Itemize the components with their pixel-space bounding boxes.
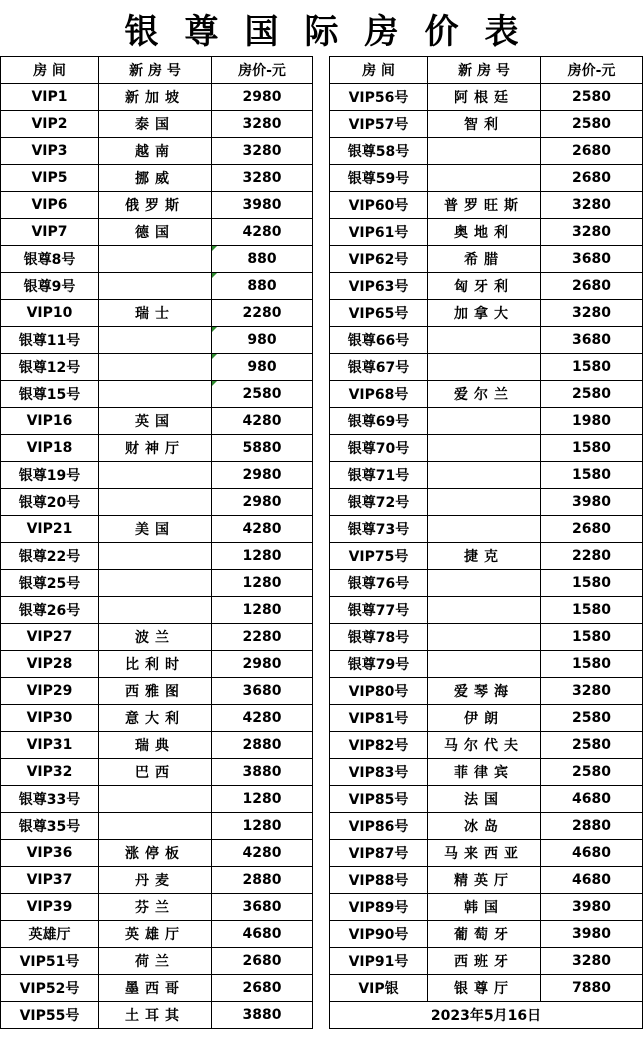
new-name-cell	[99, 246, 212, 273]
new-name-cell: 荷兰	[99, 948, 212, 975]
room-cell: VIP37	[1, 867, 99, 894]
new-name-cell: 马来西亚	[428, 840, 541, 867]
room-cell: VIP89号	[330, 894, 428, 921]
price-cell: 2580	[541, 111, 643, 138]
room-cell: VIP62号	[330, 246, 428, 273]
new-name-cell: 普罗旺斯	[428, 192, 541, 219]
price-cell: 7880	[541, 975, 643, 1002]
table-row	[1, 651, 313, 678]
new-name-cell: 挪威	[99, 165, 212, 192]
price-cell: 1980	[541, 408, 643, 435]
table-row	[1, 732, 313, 759]
table-row	[330, 543, 643, 570]
price-cell: 4680	[212, 921, 313, 948]
table-row	[1, 192, 313, 219]
price-cell: 980	[212, 354, 313, 381]
table-row	[1, 246, 313, 273]
room-cell: VIP90号	[330, 921, 428, 948]
price-cell: 4280	[212, 840, 313, 867]
price-cell: 2880	[212, 732, 313, 759]
new-name-cell: 西雅图	[99, 678, 212, 705]
table-row	[330, 948, 643, 975]
table-row	[330, 516, 643, 543]
room-cell: 银尊73号	[330, 516, 428, 543]
room-cell: VIP91号	[330, 948, 428, 975]
new-name-cell	[99, 381, 212, 408]
price-cell: 2880	[212, 867, 313, 894]
price-cell: 3680	[212, 678, 313, 705]
price-cell: 3280	[212, 111, 313, 138]
price-cell: 2980	[212, 84, 313, 111]
new-name-cell: 加拿大	[428, 300, 541, 327]
new-name-cell: 爱尔兰	[428, 381, 541, 408]
room-cell: 银尊58号	[330, 138, 428, 165]
table-row	[330, 894, 643, 921]
new-name-cell	[99, 813, 212, 840]
price-cell: 2580	[541, 84, 643, 111]
table-header-row	[1, 57, 313, 84]
price-cell: 3680	[541, 327, 643, 354]
price-cell: 4680	[541, 786, 643, 813]
price-cell: 2580	[541, 759, 643, 786]
room-cell: VIP6	[1, 192, 99, 219]
price-cell: 2280	[212, 300, 313, 327]
table-row	[1, 408, 313, 435]
table-row	[1, 570, 313, 597]
header-new-name: 新 房 号	[99, 57, 212, 84]
room-cell: VIP88号	[330, 867, 428, 894]
price-cell: 1580	[541, 354, 643, 381]
room-cell: VIP银	[330, 975, 428, 1002]
new-name-cell: 英雄厅	[99, 921, 212, 948]
price-cell: 3280	[212, 165, 313, 192]
room-cell: 银尊71号	[330, 462, 428, 489]
table-row	[330, 597, 643, 624]
price-cell: 4680	[541, 840, 643, 867]
date-row	[330, 1002, 643, 1029]
room-cell: VIP21	[1, 516, 99, 543]
price-cell: 2980	[212, 462, 313, 489]
price-cell: 1280	[212, 543, 313, 570]
room-cell: VIP63号	[330, 273, 428, 300]
table-row	[330, 489, 643, 516]
price-cell: 3280	[541, 300, 643, 327]
new-name-cell: 葡萄牙	[428, 921, 541, 948]
price-cell: 3280	[541, 948, 643, 975]
header-price: 房价-元	[212, 57, 313, 84]
table-row	[1, 381, 313, 408]
price-cell: 880	[212, 246, 313, 273]
header-new-name: 新 房 号	[428, 57, 541, 84]
new-name-cell: 瑞士	[99, 300, 212, 327]
price-table-left	[0, 56, 313, 1029]
new-name-cell	[99, 462, 212, 489]
new-name-cell	[428, 489, 541, 516]
table-row	[330, 570, 643, 597]
header-price: 房价-元	[541, 57, 643, 84]
table-row	[330, 327, 643, 354]
new-name-cell: 爱琴海	[428, 678, 541, 705]
table-row	[1, 165, 313, 192]
new-name-cell: 英国	[99, 408, 212, 435]
page-title: 银尊国际房价表	[124, 11, 545, 52]
new-name-cell	[428, 570, 541, 597]
price-cell: 1580	[541, 570, 643, 597]
table-row	[330, 111, 643, 138]
new-name-cell: 土耳其	[99, 1002, 212, 1029]
price-cell: 1580	[541, 651, 643, 678]
room-cell: 银尊25号	[1, 570, 99, 597]
new-name-cell: 俄罗斯	[99, 192, 212, 219]
new-name-cell: 伊朗	[428, 705, 541, 732]
price-cell: 980	[212, 327, 313, 354]
room-cell: VIP85号	[330, 786, 428, 813]
price-cell: 3280	[541, 192, 643, 219]
new-name-cell	[99, 786, 212, 813]
price-cell: 1580	[541, 462, 643, 489]
room-cell: 银尊20号	[1, 489, 99, 516]
price-cell: 3980	[541, 921, 643, 948]
new-name-cell: 新加坡	[99, 84, 212, 111]
new-name-cell: 比利时	[99, 651, 212, 678]
price-cell: 2580	[541, 732, 643, 759]
new-name-cell: 波兰	[99, 624, 212, 651]
table-row	[1, 624, 313, 651]
room-cell: 银尊35号	[1, 813, 99, 840]
room-cell: VIP27	[1, 624, 99, 651]
price-cell: 4280	[212, 516, 313, 543]
table-row	[330, 462, 643, 489]
room-cell: VIP5	[1, 165, 99, 192]
room-cell: 英雄厅	[1, 921, 99, 948]
table-row	[1, 1002, 313, 1029]
price-cell: 3980	[541, 489, 643, 516]
room-cell: VIP55号	[1, 1002, 99, 1029]
room-cell: VIP56号	[330, 84, 428, 111]
table-row	[1, 462, 313, 489]
table-row	[330, 84, 643, 111]
room-cell: VIP52号	[1, 975, 99, 1002]
room-cell: 银尊8号	[1, 246, 99, 273]
table-row	[1, 786, 313, 813]
price-cell: 3280	[541, 219, 643, 246]
table-row	[1, 84, 313, 111]
table-row	[330, 408, 643, 435]
table-row	[330, 219, 643, 246]
table-row	[330, 273, 643, 300]
table-row	[330, 678, 643, 705]
new-name-cell: 银尊厅	[428, 975, 541, 1002]
price-cell: 2980	[212, 489, 313, 516]
price-cell: 3980	[541, 894, 643, 921]
room-cell: VIP29	[1, 678, 99, 705]
table-row	[1, 894, 313, 921]
price-cell: 3280	[541, 678, 643, 705]
room-cell: 银尊77号	[330, 597, 428, 624]
table-row	[330, 867, 643, 894]
new-name-cell	[428, 516, 541, 543]
new-name-cell: 意大利	[99, 705, 212, 732]
new-name-cell	[428, 354, 541, 381]
table-row	[330, 705, 643, 732]
new-name-cell: 冰岛	[428, 813, 541, 840]
room-cell: VIP86号	[330, 813, 428, 840]
new-name-cell	[99, 570, 212, 597]
price-table-right	[329, 56, 643, 1029]
new-name-cell: 精英厅	[428, 867, 541, 894]
new-name-cell	[428, 408, 541, 435]
room-cell: VIP2	[1, 111, 99, 138]
room-cell: 银尊19号	[1, 462, 99, 489]
room-cell: VIP7	[1, 219, 99, 246]
new-name-cell: 美国	[99, 516, 212, 543]
table-row	[330, 165, 643, 192]
new-name-cell: 韩国	[428, 894, 541, 921]
room-cell: 银尊33号	[1, 786, 99, 813]
room-cell: 银尊11号	[1, 327, 99, 354]
room-cell: VIP61号	[330, 219, 428, 246]
room-cell: 银尊22号	[1, 543, 99, 570]
table-row	[330, 300, 643, 327]
table-row	[330, 786, 643, 813]
new-name-cell	[99, 597, 212, 624]
room-cell: 银尊72号	[330, 489, 428, 516]
new-name-cell	[428, 165, 541, 192]
table-row	[1, 111, 313, 138]
room-cell: VIP32	[1, 759, 99, 786]
table-row	[330, 381, 643, 408]
new-name-cell: 捷克	[428, 543, 541, 570]
table-row	[330, 921, 643, 948]
new-name-cell	[428, 138, 541, 165]
room-cell: 银尊12号	[1, 354, 99, 381]
table-row	[330, 192, 643, 219]
price-cell: 1580	[541, 624, 643, 651]
room-cell: VIP80号	[330, 678, 428, 705]
table-row	[1, 138, 313, 165]
new-name-cell: 希腊	[428, 246, 541, 273]
room-cell: VIP68号	[330, 381, 428, 408]
price-cell: 2680	[541, 516, 643, 543]
header-room: 房 间	[330, 57, 428, 84]
room-cell: 银尊59号	[330, 165, 428, 192]
price-cell: 2680	[541, 138, 643, 165]
price-cell: 3680	[541, 246, 643, 273]
room-cell: VIP10	[1, 300, 99, 327]
room-cell: 银尊69号	[330, 408, 428, 435]
price-cell: 1580	[541, 435, 643, 462]
room-cell: VIP36	[1, 840, 99, 867]
table-row	[1, 597, 313, 624]
table-row	[330, 813, 643, 840]
table-row	[330, 840, 643, 867]
room-cell: 银尊76号	[330, 570, 428, 597]
new-name-cell: 财神厅	[99, 435, 212, 462]
room-cell: VIP81号	[330, 705, 428, 732]
room-cell: 银尊9号	[1, 273, 99, 300]
room-cell: VIP75号	[330, 543, 428, 570]
table-row	[1, 867, 313, 894]
table-row	[330, 138, 643, 165]
price-cell: 4280	[212, 219, 313, 246]
new-name-cell	[99, 273, 212, 300]
new-name-cell	[428, 624, 541, 651]
table-row	[1, 327, 313, 354]
table-header-row	[330, 57, 643, 84]
new-name-cell	[428, 462, 541, 489]
price-cell: 1280	[212, 597, 313, 624]
room-cell: VIP87号	[330, 840, 428, 867]
new-name-cell: 菲律宾	[428, 759, 541, 786]
new-name-cell	[428, 597, 541, 624]
table-row	[330, 624, 643, 651]
new-name-cell	[99, 327, 212, 354]
table-row	[330, 246, 643, 273]
header-room: 房 间	[1, 57, 99, 84]
new-name-cell: 涨停板	[99, 840, 212, 867]
table-row	[330, 435, 643, 462]
room-cell: 银尊79号	[330, 651, 428, 678]
price-cell: 2880	[541, 813, 643, 840]
new-name-cell: 丹麦	[99, 867, 212, 894]
table-row	[1, 975, 313, 1002]
price-cell: 2980	[212, 651, 313, 678]
price-cell: 2680	[212, 975, 313, 1002]
room-cell: VIP83号	[330, 759, 428, 786]
room-cell: VIP57号	[330, 111, 428, 138]
table-row	[1, 435, 313, 462]
price-cell: 4280	[212, 408, 313, 435]
new-name-cell: 墨西哥	[99, 975, 212, 1002]
price-cell: 4680	[541, 867, 643, 894]
table-row	[1, 813, 313, 840]
price-cell: 1580	[541, 597, 643, 624]
price-cell: 3980	[212, 192, 313, 219]
table-row	[1, 705, 313, 732]
table-row	[1, 273, 313, 300]
new-name-cell: 智利	[428, 111, 541, 138]
table-row	[330, 651, 643, 678]
table-row	[330, 759, 643, 786]
new-name-cell: 匈牙利	[428, 273, 541, 300]
room-cell: 银尊15号	[1, 381, 99, 408]
new-name-cell	[99, 543, 212, 570]
room-cell: VIP28	[1, 651, 99, 678]
table-row	[330, 732, 643, 759]
room-cell: VIP51号	[1, 948, 99, 975]
room-cell: VIP1	[1, 84, 99, 111]
price-cell: 1280	[212, 570, 313, 597]
table-row	[1, 921, 313, 948]
new-name-cell	[428, 327, 541, 354]
price-cell: 2280	[541, 543, 643, 570]
room-cell: VIP18	[1, 435, 99, 462]
price-cell: 2580	[541, 381, 643, 408]
table-row	[1, 354, 313, 381]
room-cell: VIP65号	[330, 300, 428, 327]
room-cell: 银尊67号	[330, 354, 428, 381]
new-name-cell: 德国	[99, 219, 212, 246]
price-cell: 3880	[212, 759, 313, 786]
new-name-cell	[99, 354, 212, 381]
price-cell: 3880	[212, 1002, 313, 1029]
room-cell: 银尊66号	[330, 327, 428, 354]
table-row	[1, 300, 313, 327]
table-row	[1, 840, 313, 867]
price-cell: 1280	[212, 813, 313, 840]
new-name-cell	[428, 651, 541, 678]
price-cell: 3680	[212, 894, 313, 921]
new-name-cell	[99, 489, 212, 516]
room-cell: 银尊26号	[1, 597, 99, 624]
price-cell: 2680	[212, 948, 313, 975]
room-cell: 银尊78号	[330, 624, 428, 651]
new-name-cell: 马尔代夫	[428, 732, 541, 759]
new-name-cell: 巴西	[99, 759, 212, 786]
price-cell: 4280	[212, 705, 313, 732]
table-row	[1, 219, 313, 246]
price-cell: 3280	[212, 138, 313, 165]
price-cell: 1280	[212, 786, 313, 813]
table-row	[1, 516, 313, 543]
new-name-cell: 芬兰	[99, 894, 212, 921]
price-cell: 2580	[541, 705, 643, 732]
price-cell: 2680	[541, 273, 643, 300]
room-cell: VIP30	[1, 705, 99, 732]
table-row	[1, 759, 313, 786]
table-row	[1, 948, 313, 975]
table-row	[1, 489, 313, 516]
table-row	[330, 354, 643, 381]
table-row	[1, 543, 313, 570]
room-cell: VIP31	[1, 732, 99, 759]
table-row	[1, 678, 313, 705]
new-name-cell: 泰国	[99, 111, 212, 138]
room-cell: VIP39	[1, 894, 99, 921]
price-cell: 2280	[212, 624, 313, 651]
room-cell: VIP3	[1, 138, 99, 165]
room-cell: 银尊70号	[330, 435, 428, 462]
new-name-cell	[428, 435, 541, 462]
price-cell: 880	[212, 273, 313, 300]
price-cell: 2680	[541, 165, 643, 192]
price-cell: 2580	[212, 381, 313, 408]
price-cell: 5880	[212, 435, 313, 462]
room-cell: VIP16	[1, 408, 99, 435]
new-name-cell: 瑞典	[99, 732, 212, 759]
new-name-cell: 法国	[428, 786, 541, 813]
new-name-cell: 西班牙	[428, 948, 541, 975]
room-cell: VIP82号	[330, 732, 428, 759]
table-row	[330, 975, 643, 1002]
new-name-cell: 阿根廷	[428, 84, 541, 111]
new-name-cell: 越南	[99, 138, 212, 165]
date-cell: 2023年5月16日	[330, 1002, 643, 1029]
room-cell: VIP60号	[330, 192, 428, 219]
new-name-cell: 奥地利	[428, 219, 541, 246]
